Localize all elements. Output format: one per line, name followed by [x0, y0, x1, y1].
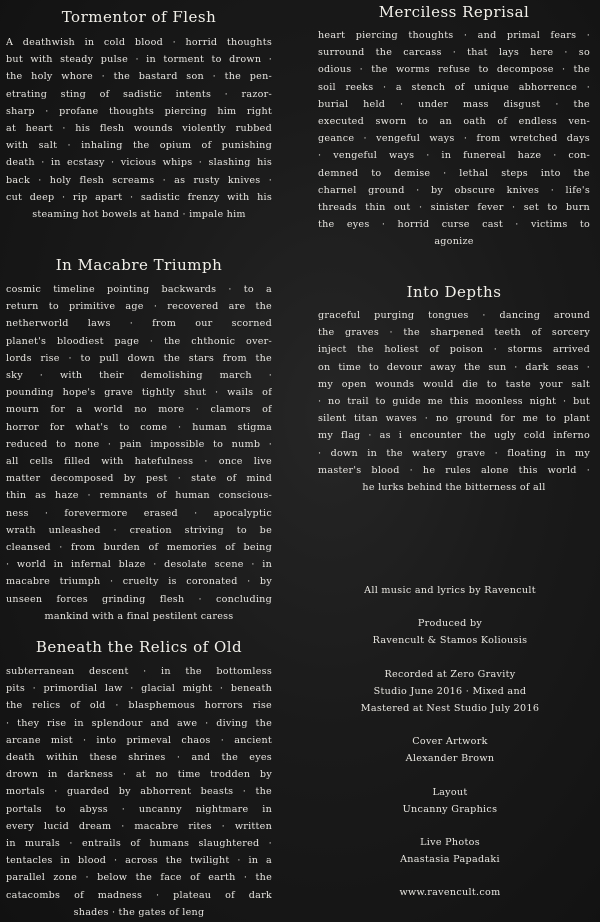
lyric-line: executed sworn to an oath of endless ven-: [318, 116, 590, 128]
lyric-line: geance · vengeful ways · from wretched days: [318, 133, 590, 145]
song-lyrics: [6, 663, 272, 921]
lyric-line: mankind with a final pestilent caress: [44, 610, 234, 622]
lyric-line: odious · the worms refuse to decompose · the: [318, 64, 590, 76]
lyric-line: tentacles in blood · across the twilight · in a: [6, 855, 272, 867]
lyric-line: my open wounds would die to taste your salt: [318, 378, 590, 390]
lyric-line: the eyes · horrid curse cast · victims to: [318, 219, 590, 231]
lyric-line: every lucid dream · macabre rites · written: [6, 820, 272, 832]
credit-photos-label: Live Photos: [420, 837, 480, 849]
lyric-line: sharp · profane thoughts piercing him right: [6, 105, 272, 117]
song-lyrics: [318, 307, 590, 496]
lyric-line: horror for what's to come · human stigma: [6, 421, 272, 433]
lyric-line: pounding hope's grave tightly shut · wails of: [6, 387, 272, 399]
lyric-line: with salt · inhaling the opium of punishing: [6, 140, 272, 152]
song-title: Merciless Reprisal: [378, 3, 530, 21]
song-title: Beneath the Relics of Old: [35, 638, 243, 656]
lyric-line: parallel zone · below the face of earth · the: [6, 872, 272, 884]
song-lyrics: [6, 281, 272, 625]
lyric-line: soil reeks · a stench of unique abhorrence ·: [318, 81, 590, 93]
lyric-line: mourn for a world no more · clamors of: [6, 404, 272, 416]
song-lyrics: [6, 34, 272, 223]
lyric-line: A deathwish in cold blood · horrid thoughts: [6, 37, 272, 48]
lyric-line: agonize: [434, 236, 474, 248]
lyric-line: surround the carcass · that lays here · so: [318, 47, 590, 59]
credit-photos-value: Anastasia Papadaki: [400, 854, 500, 866]
lyric-line: arcane mist · into primeval chaos · ancient: [6, 734, 272, 746]
song-into-depths: [318, 283, 590, 496]
song-merciless-reprisal: [318, 3, 590, 251]
song-tormentor-of-flesh: [6, 8, 272, 223]
lyric-line: · world in infernal blaze · desolate scene · in: [6, 559, 272, 571]
lyric-line: cleansed · from burden of memories of being: [6, 542, 272, 554]
album-credits: [300, 582, 600, 902]
lyric-line: catacombs of madness · plateau of dark: [6, 889, 272, 901]
song-beneath-the-relics-of-old: [6, 638, 272, 921]
credit-website: www.ravencult.com: [399, 887, 501, 899]
lyric-line: sky · with their demolishing march ·: [6, 370, 272, 382]
song-title: Tormentor of Flesh: [61, 8, 217, 26]
lyric-line: subterranean descent · in the bottomless: [6, 666, 272, 677]
lyric-line: but with steady pulse · in torment to drown ·: [6, 54, 272, 66]
lyric-line: pits · primordial law · glacial might · beneath: [6, 683, 272, 695]
lyric-line: drown in darkness · at no time trodden by: [6, 769, 272, 781]
lyric-line: charnel ground · by obscure knives · life's: [318, 184, 590, 196]
lyric-line: ness · forevermore erased · apocalyptic: [6, 507, 272, 519]
credit-recorded-line-3: Mastered at Nest Studio July 2016: [360, 703, 540, 715]
lyric-line: wrath unleashed · creation striving to be: [6, 524, 272, 536]
credit-layout-value: Uncanny Graphics: [402, 803, 498, 815]
lyric-line: cut deep · rip apart · sadistic frenzy with his: [6, 191, 272, 203]
credit-music-lyrics: All music and lyrics by Ravencult: [364, 585, 536, 596]
lyric-line: · down in the watery grave · floating in my: [318, 447, 590, 459]
lyric-line: in murals · entrails of humans slaughtered ·: [6, 838, 272, 850]
lyric-line: inject the holiest of poison · storms arrived: [318, 344, 590, 356]
lyric-line: return to primitive age · recovered are the: [6, 301, 272, 313]
lyric-line: the holy whore · the bastard son · the pen-: [6, 71, 272, 83]
lyric-line: on time to devour away the sun · dark seas ·: [318, 361, 590, 373]
lyric-line: mortals · guarded by abhorrent beasts · the: [6, 786, 272, 798]
song-title: In Macabre Triumph: [55, 256, 223, 274]
lyric-line: shades · the gates of leng: [73, 906, 205, 918]
lyric-line: my flag · as i encounter the ugly cold inferno: [318, 430, 590, 442]
lyric-line: thin as haze · remnants of human conscious-: [6, 490, 272, 502]
song-in-macabre-triumph: [6, 256, 272, 625]
credit-produced-value: Ravencult & Stamos Koliousis: [372, 635, 528, 647]
credit-artwork-value: Alexander Brown: [405, 753, 495, 765]
lyric-line: all cells filled with hatefulness · once live: [6, 456, 272, 468]
lyric-line: steaming hot bowels at hand · impale him: [32, 209, 246, 221]
lyric-line: he lurks behind the bitterness of all: [362, 482, 546, 494]
lyric-line: death within these shrines · and the eyes: [6, 752, 272, 764]
lyric-line: etrating sting of sadistic intents · razor-: [6, 88, 272, 100]
lyric-line: the relics of old · blasphemous horrors rise: [6, 700, 272, 712]
lyric-line: threads thin out · sinister fever · set to burn: [318, 202, 590, 214]
lyric-line: netherworld laws · from our scorned: [6, 318, 272, 330]
credit-recorded-line-1: Recorded at Zero Gravity: [384, 668, 516, 680]
lyric-line: unseen forces grinding flesh · concluding: [6, 593, 272, 605]
lyric-line: the graves · the sharpened teeth of sorcery: [318, 327, 590, 339]
lyric-line: back · holy flesh screams · as rusty knives ·: [6, 174, 272, 186]
song-title: Into Depths: [406, 283, 502, 301]
lyric-line: graceful purging tongues · dancing around: [318, 310, 590, 321]
lyric-line: · no trail to guide me this moonless night · but: [318, 396, 590, 408]
lyric-line: macabre triumph · cruelty is coronated · by: [6, 576, 272, 588]
lyric-line: portals to abyss · uncanny nightmare in: [6, 803, 272, 815]
credit-produced-label: Produced by: [417, 618, 483, 630]
lyric-line: · they rise in splendour and awe · diving the: [6, 717, 272, 729]
lyric-line: · vengeful ways · in funereal haze · con-: [318, 150, 590, 162]
lyric-line: reduced to none · pain impossible to numb ·: [6, 438, 272, 450]
lyric-line: matter decomposed by pest · state of mind: [6, 473, 272, 485]
lyric-line: planet's bloodiest page · the chthonic over-: [6, 335, 272, 347]
lyric-line: heart piercing thoughts · and primal fears ·: [318, 30, 590, 41]
credit-recorded-line-2: Studio June 2016 · Mixed and: [373, 685, 527, 697]
lyric-line: master's blood · he rules alone this world ·: [318, 464, 590, 476]
lyric-line: silent titan waves · no ground for me to plant: [318, 413, 590, 425]
credit-artwork-label: Cover Artwork: [412, 736, 488, 748]
lyric-line: at heart · his flesh wounds violently rubbed: [6, 123, 272, 135]
lyric-line: cosmic timeline pointing backwards · to a: [6, 284, 272, 295]
lyric-line: burial held · under mass disgust · the: [318, 98, 590, 110]
lyric-line: death · in ecstasy · vicious whips · slashing his: [6, 157, 272, 169]
song-lyrics: [318, 27, 590, 251]
lyric-line: demned to demise · lethal steps into the: [318, 167, 590, 179]
lyric-line: lords rise · to pull down the stars from the: [6, 352, 272, 364]
credit-layout-label: Layout: [432, 786, 468, 798]
